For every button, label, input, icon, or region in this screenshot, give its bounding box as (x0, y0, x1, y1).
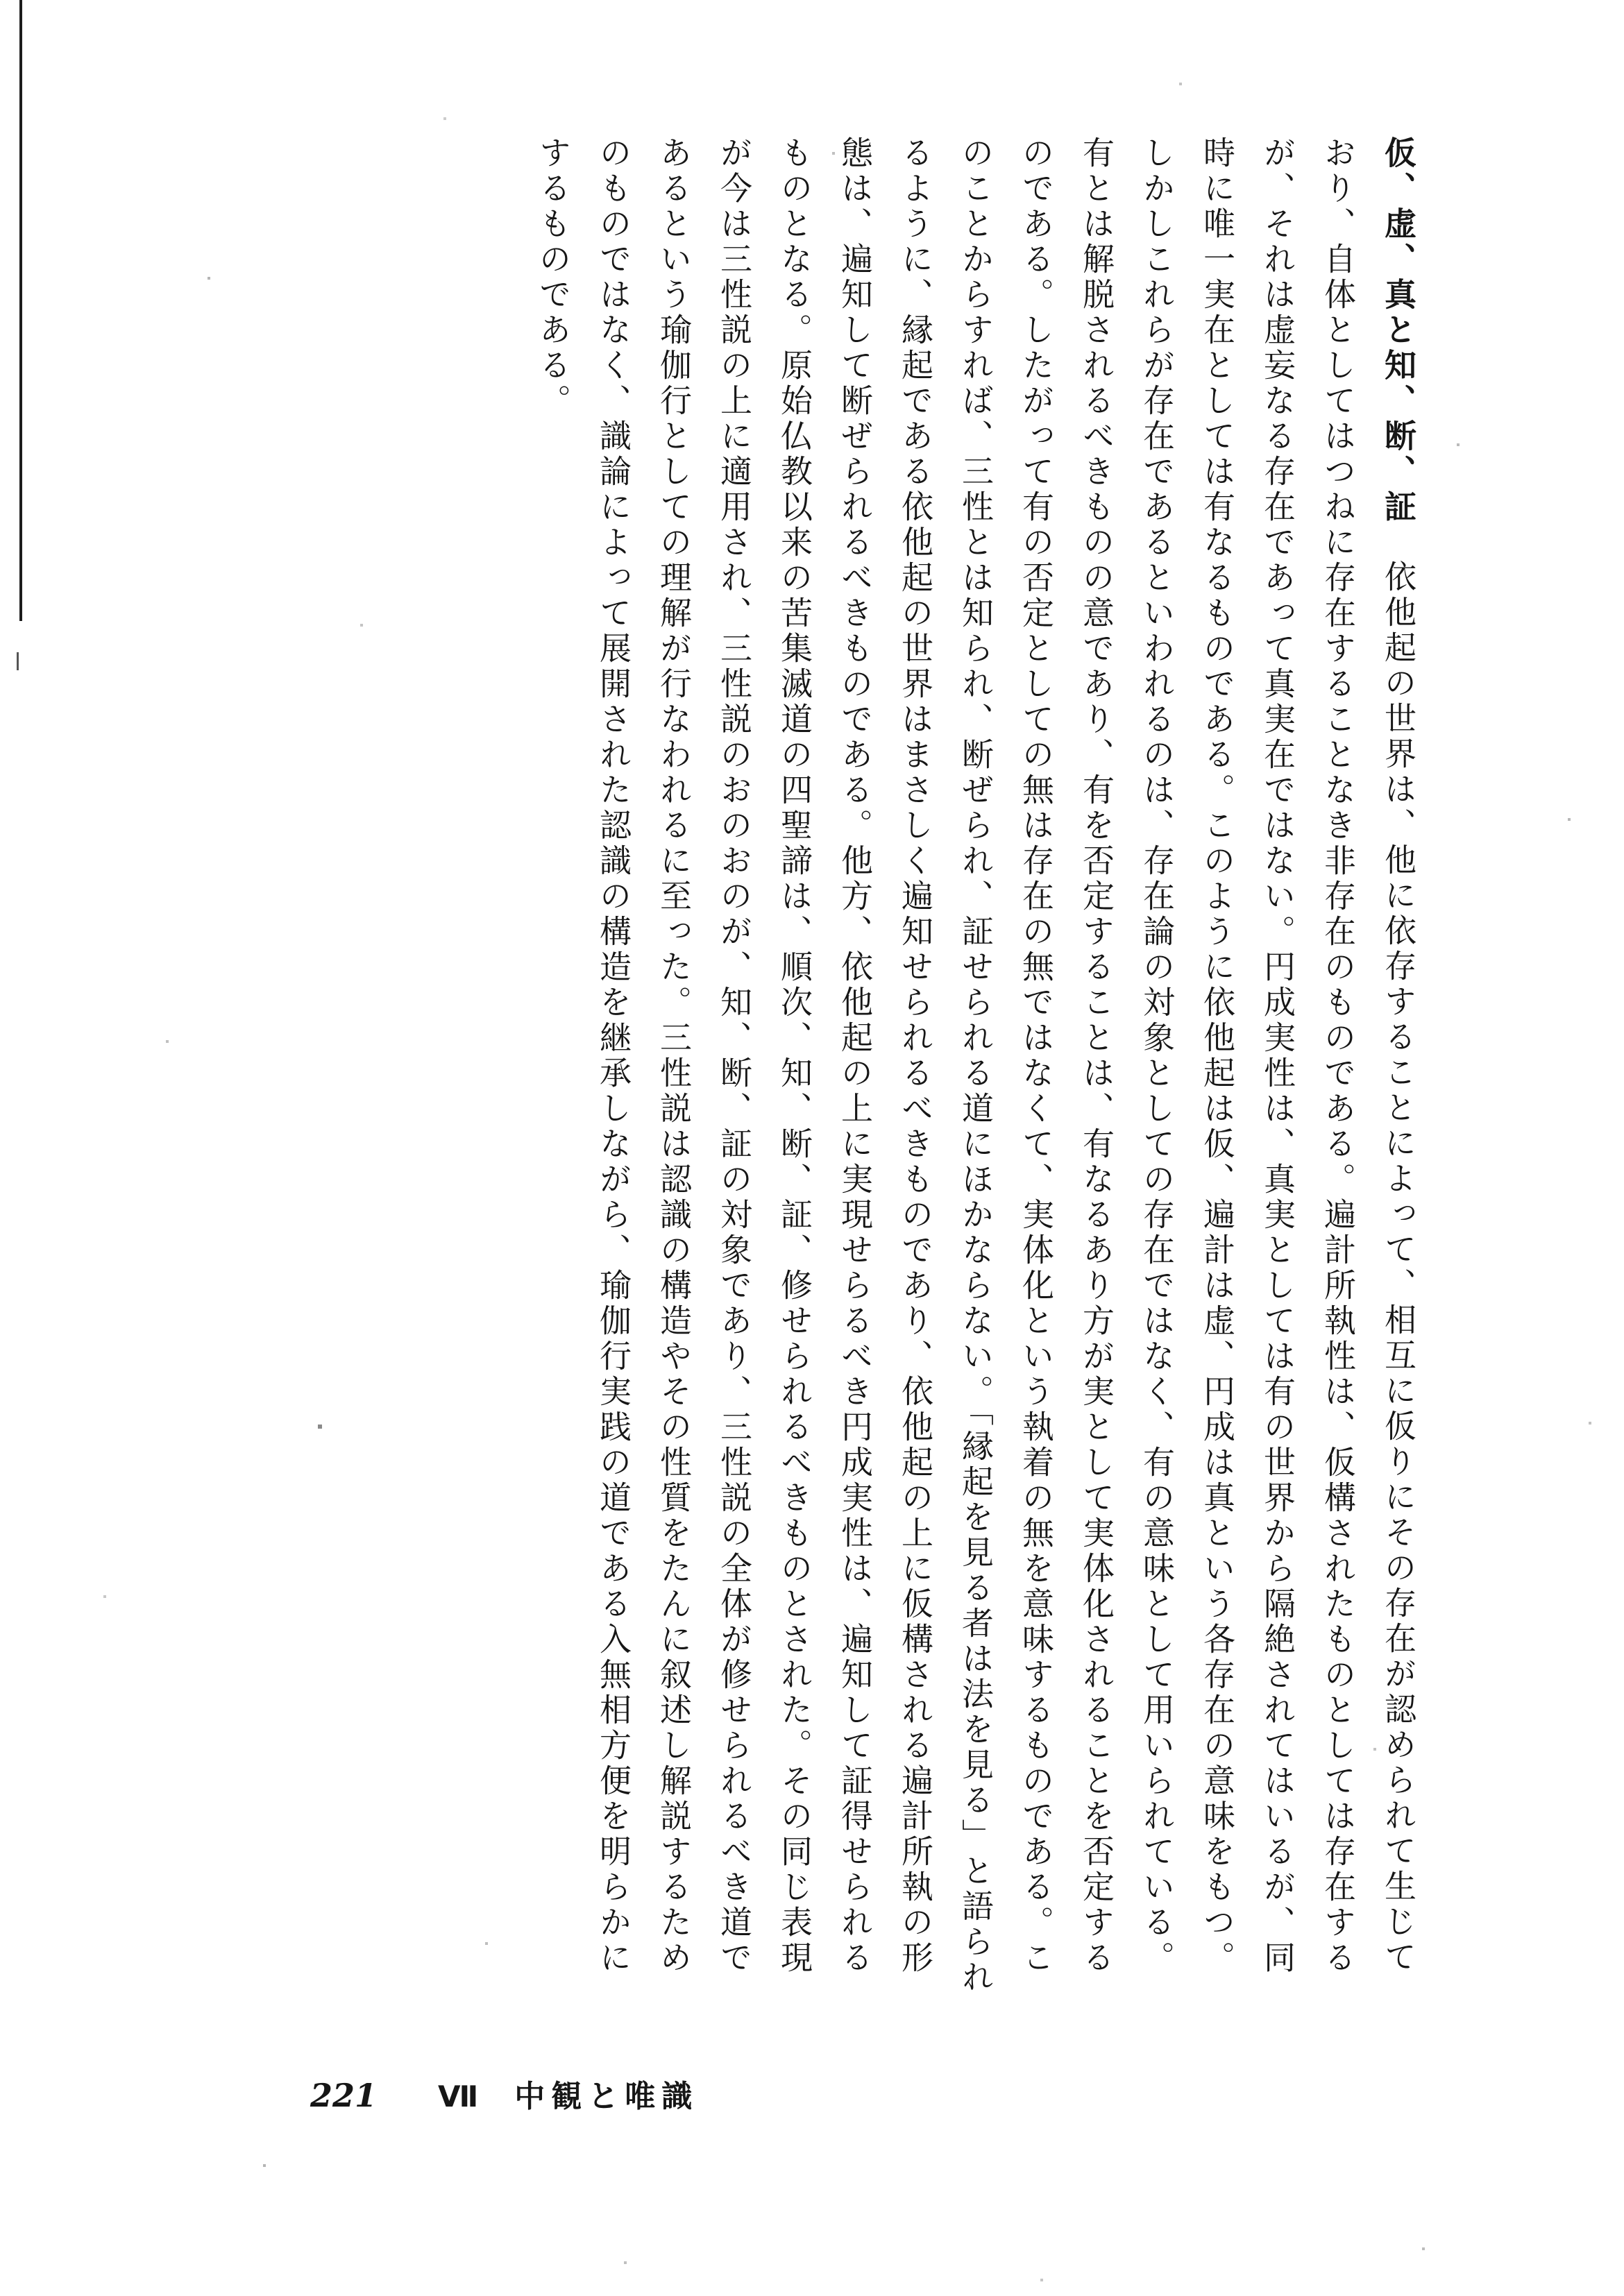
scan-noise-speckles (0, 0, 1, 1)
vertical-text-block (523, 136, 1428, 1996)
scan-edge-artifact-mark (17, 652, 19, 670)
body-paragraph: 依他起の世界は、他に依存することによって、相互に仮りにその存在が認められて生じており、自体としてはつねに存在することなき非存在のものである。遍計所執性は、仮構されたものとしては存在するが、それは虚妄なる存在であって真実在ではない。円成実性は、真実としては有の世界から隔絶されてはいるが、同時に唯一実在としては有なるものである。このように依他起は仮、遍計は虚、円成は真という各存在の意味をもつ。しかしこれらが存在であるといわれるのは、存在論の対象としての存在ではなく、有の意味として用いられている。有とは解脱されるべきものの意であり、有を否定することは、有なるあり方が実として実体化されることを否定するのである。したがって有の否定としての無は存在の無ではなくて、実体化という執着の無を意味するものである。このことからすれば、三性とは知られ、断ぜられ、証せられる道にほかならない。「縁起を見る者は法を見る」と語られるように、縁起である依他起の世界はまさしく遍知せられるべきものであり、依他起の上に仮構される遍計所執の形態は、遍知して断ぜられるべきものである。他方、依他起の上に実現せらるべき円成実性は、遍知して証得せられるものとなる。原始仏教以来の苦集滅道の四聖諦は、順次、知、断、証、修せられるべきものとされた。その同じ表現が今は三性説の上に適用され、三性説のおのおのが、知、断、証の対象であり、三性説の全体が修せられるべき道であるという瑜伽行としての理解が行なわれるに至った。三性説は認識の構造やその性質をたんに叙述し解説するためのものではなく、識論によって展開された認識の構造を継承しながら、瑜伽行実践の道である入無相方便を明らかにするものである。 (534, 136, 1417, 1996)
chapter-number: Ⅶ (438, 2080, 479, 2114)
page-footer (310, 2071, 698, 2116)
section-heading: 仮、虚、真と知、断、証 (1380, 136, 1417, 525)
page-number: 221 (310, 2077, 378, 2114)
chapter-title: 中観と唯識 (514, 2079, 699, 2114)
scan-edge-artifact-line (19, 0, 22, 621)
